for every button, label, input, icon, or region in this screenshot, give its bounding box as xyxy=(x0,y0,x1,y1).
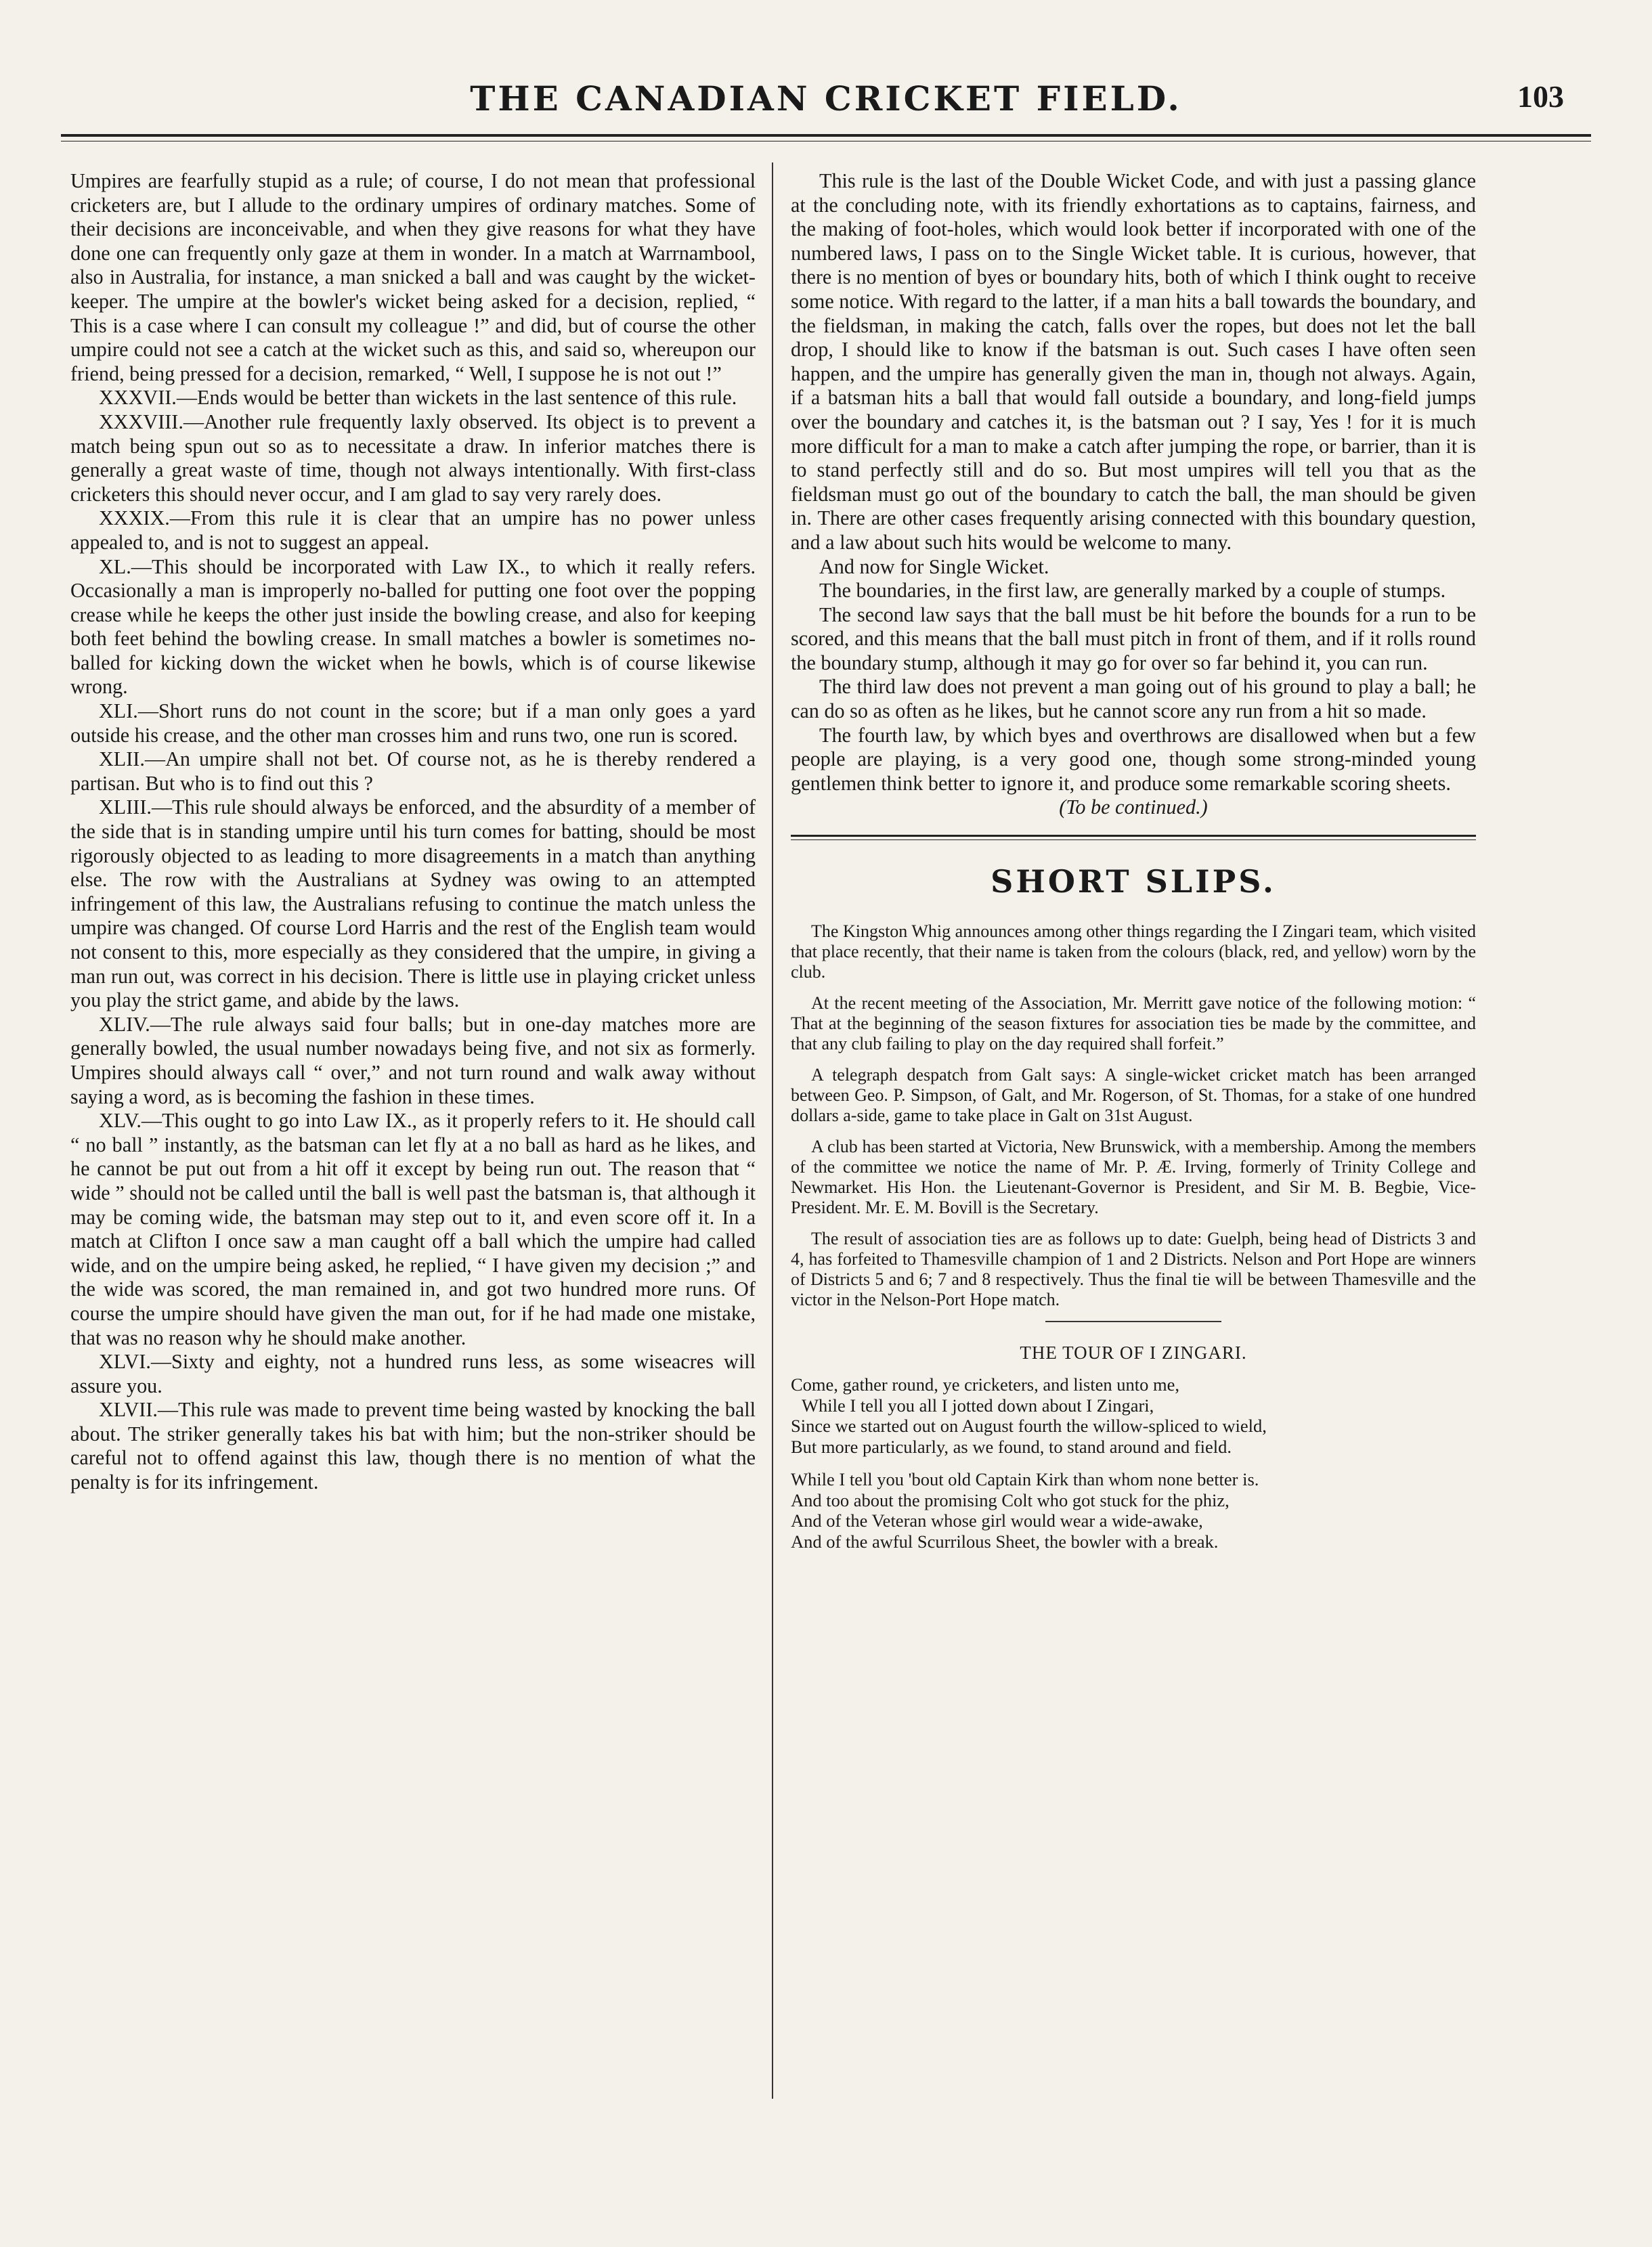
poem-stanza xyxy=(791,1374,1476,1457)
short-slips-section xyxy=(791,921,1476,1310)
news-item: The result of association ties are as follows up to date: Guelph, being head of Districts 3 and 4, has forfeited to Thamesville champion of 1 and 2 Districts. Nelson and Port Hope are winners of Districts 5 and 6; 7 and 8 respectively. Thus the final tie will be between Thamesville and the victor in the Nelson-Port Hope match. xyxy=(791,1228,1476,1309)
paragraph: XXXIX.—From this rule it is clear that an umpire has no power unless appealed to, and is not to suggest an appeal. xyxy=(70,506,756,554)
paragraph: XLII.—An umpire shall not bet. Of course not, as he is thereby rendered a partisan. But who is to find out this ? xyxy=(70,747,756,795)
paragraph: XL.—This should be incorporated with Law IX., to which it really refers. Occasionally a man is improperly no-balled for putting one foot over the popping crease while he keeps the other just inside the bowling crease, and also for keeping both feet behind the bowling crease. In small matches a bowler is sometimes no-balled for kicking down the wicket when he bowls, which is of course likewise wrong. xyxy=(70,554,756,699)
page-title: THE CANADIAN CRICKET FIELD. xyxy=(470,79,1182,118)
poem-line: Come, gather round, ye cricketers, and listen unto me, xyxy=(791,1374,1179,1395)
left-column xyxy=(70,169,756,1495)
page-number: 103 xyxy=(1517,79,1564,114)
paragraph: XLVII.—This rule was made to prevent time being wasted by knocking the ball about. The striker generally takes his bat with him; but the non-striker should be careful not to offend against this law, though there is no mention of what the penalty is for its infringement. xyxy=(70,1398,756,1494)
poem-line: While I tell you 'bout old Captain Kirk than whom none better is. xyxy=(791,1469,1259,1490)
poem-line: And of the awful Scurrilous Sheet, the bowler with a break. xyxy=(791,1531,1219,1552)
poem-stanza xyxy=(791,1469,1476,1552)
right-column xyxy=(791,169,1476,1564)
poem xyxy=(791,1374,1476,1552)
paragraph: XLI.—Short runs do not count in the score; but if a man only goes a yard outside his crease, and the other man crosses him and runs two, one run is scored. xyxy=(70,699,756,747)
continued-note: (To be continued.) xyxy=(1059,795,1208,819)
paragraph: XXXVII.—Ends would be better than wickets in the last sentence of this rule. xyxy=(99,386,737,410)
news-item: A telegraph despatch from Galt says: A single-wicket cricket match has been arranged between Geo. P. Simpson, of Galt, and Mr. Rogerson, of St. Thomas, for a stake of one hundred dollars a-side, game to take place in Galt on 31st August. xyxy=(791,1064,1476,1125)
news-item: A club has been started at Victoria, New Brunswick, with a membership. Among the members of the committee we notice the name of Mr. P. Æ. Irving, formerly of Trinity College and Newmarket. His Hon. the Lieutenant-Governor is President, and Sir M. B. Begbie, Vice-President. Mr. E. M. Bovill is the Secretary. xyxy=(791,1136,1476,1217)
poem-title: THE TOUR OF I ZINGARI. xyxy=(1020,1342,1247,1363)
poem-line: But more particularly, as we found, to stand around and field. xyxy=(791,1436,1232,1457)
paragraph: The boundaries, in the first law, are generally marked by a couple of stumps. xyxy=(819,579,1446,603)
news-item: The Kingston Whig announces among other things regarding the I Zingari team, which visited that place recently, that their name is taken from the colours (black, red, and yellow) worn by the club. xyxy=(791,921,1476,982)
paragraph: And now for Single Wicket. xyxy=(819,554,1049,578)
poem-line: While I tell you all I jotted down about I Zingari, xyxy=(802,1395,1154,1416)
masthead xyxy=(61,74,1591,135)
section-divider xyxy=(791,835,1476,840)
paragraph: XLIII.—This rule should always be enforced, and the absurdity of a member of the side that is in standing umpire until his turn comes for batting, should be most rigorously objected to as leading to more disagreements in a match than anything else. The row with the Australians at Sydney was owing to an attempted infringement of this law, the Australians refusing to continue the match unless the umpire was changed. Of course Lord Harris and the rest of the English team would not consent to this, more especially as they considered that the umpire, in giving a man run out, was correct in his decision. There is little use in playing cricket unless you play the strict game, and abide by the laws. xyxy=(70,795,756,1012)
paragraph: Umpires are fearfully stupid as a rule; of course, I do not mean that professional cricketers are, but I allude to the ordinary umpires of ordinary matches. Some of their decisions are inconceivable, and when they give reasons for what they have done one can frequently only gaze at them in wonder. In a match at Warrnambool, also in Australia, for instance, a man snicked a ball and was caught by the wicket-keeper. The umpire at the bowler's wicket being asked for a decision, replied, “ This is a case where I can consult my colleague !” and did, but of course the other umpire could not see a catch at the wicket such as this, and said so, whereupon our friend, being pressed for a decision, remarked, “ Well, I suppose he is not out !” xyxy=(70,169,756,385)
paragraph: The second law says that the ball must be hit before the bounds for a run to be scored, and this means that the ball must pitch in front of them, and if it rolls round the boundary stump, although it may go for over so far behind it, you can run. xyxy=(791,603,1476,674)
paragraph: XLV.—This ought to go into Law IX., as it properly refers to it. He should call “ no ball ” instantly, as the batsman can let fly at a no ball as hard as he likes, and he cannot be put out from a hit off it except by being run out. The reason that “ wide ” should not be called until the ball is well past the batsman is, that although it may be coming wide, the batsman may step out to it, and even score off it. In a match at Clifton I once saw a man caught off a ball which the umpire had called wide, and on the umpire being asked, he replied, “ I have given my decision ;” and the wide was scored, the man remained in, and got two hundred more runs. Of course the umpire should have given the man out, for if he had made one mistake, that was no reason why he should make another. xyxy=(70,1109,756,1349)
column-divider xyxy=(772,162,773,2099)
poem-divider xyxy=(1045,1321,1221,1322)
poem-line: Since we started out on August fourth the willow-spliced to wield, xyxy=(791,1416,1267,1437)
masthead-rule xyxy=(61,134,1591,141)
poem-line: And of the Veteran whose girl would wear a wide-awake, xyxy=(791,1510,1203,1531)
paragraph: This rule is the last of the Double Wicket Code, and with just a passing glance at the concluding note, with its friendly exhortations as to captains, fairness, and the making of foot-holes, which would look better if incorporated with one of the numbered laws, I pass on to the Single Wicket table. It is curious, however, that there is no mention of byes or boundary hits, both of which I think ought to receive some notice. With regard to the latter, if a man hits a ball towards the boundary, and the fieldsman, in making the catch, falls over the ropes, but does not let the ball drop, I should like to know if the batsman is out. Such cases I have often seen happen, and the umpire has generally given the man in, though not always. Again, if a batsman hits a ball that would fall outside a boundary, and long-field jumps over the boundary and catches it, is the batsman out ? I say, Yes ! for it is much more difficult for a man to make a catch after jumping the rope, or barrier, than it is to stand perfectly still and do so. But most umpires will tell you that as the fieldsman must go out of the boundary to catch the ball, the man should be given in. There are other cases frequently arising connected with this boundary question, and a law about such hits would be welcome to many. xyxy=(791,169,1476,554)
poem-line: And too about the promising Colt who got stuck for the phiz, xyxy=(791,1489,1230,1510)
short-slips-heading: SHORT SLIPS. xyxy=(991,863,1276,900)
paragraph: XXXVIII.—Another rule frequently laxly observed. Its object is to prevent a match being spun out so as to necessitate a draw. In inferior matches there is generally a great waste of time, though not always intentionally. With first-class cricketers this should never occur, and I am glad to say very rarely does. xyxy=(70,410,756,506)
paragraph: The third law does not prevent a man going out of his ground to play a ball; he can do so as often as he likes, but he cannot score any run from a hit so made. xyxy=(791,675,1476,723)
news-item: At the recent meeting of the Association, Mr. Merritt gave notice of the following motion: “ That at the beginning of the season fixtures for association ties be made by the committee, and that any club failing to play on the day required shall forfeit.” xyxy=(791,992,1476,1053)
paragraph: XLVI.—Sixty and eighty, not a hundred runs less, as some wiseacres will assure you. xyxy=(70,1350,756,1397)
paragraph: XLIV.—The rule always said four balls; but in one-day matches more are generally bowled, the usual number nowadays being five, and not six as formerly. Umpires should always call “ over,” and not turn round and walk away without saying a word, as is becoming the fashion in these times. xyxy=(70,1012,756,1108)
paragraph: The fourth law, by which byes and overthrows are disallowed when but a few people are playing, is a very good one, though some strong-minded young gentlemen think better to ignore it, and produce some remarkable scoring sheets. xyxy=(791,723,1476,795)
